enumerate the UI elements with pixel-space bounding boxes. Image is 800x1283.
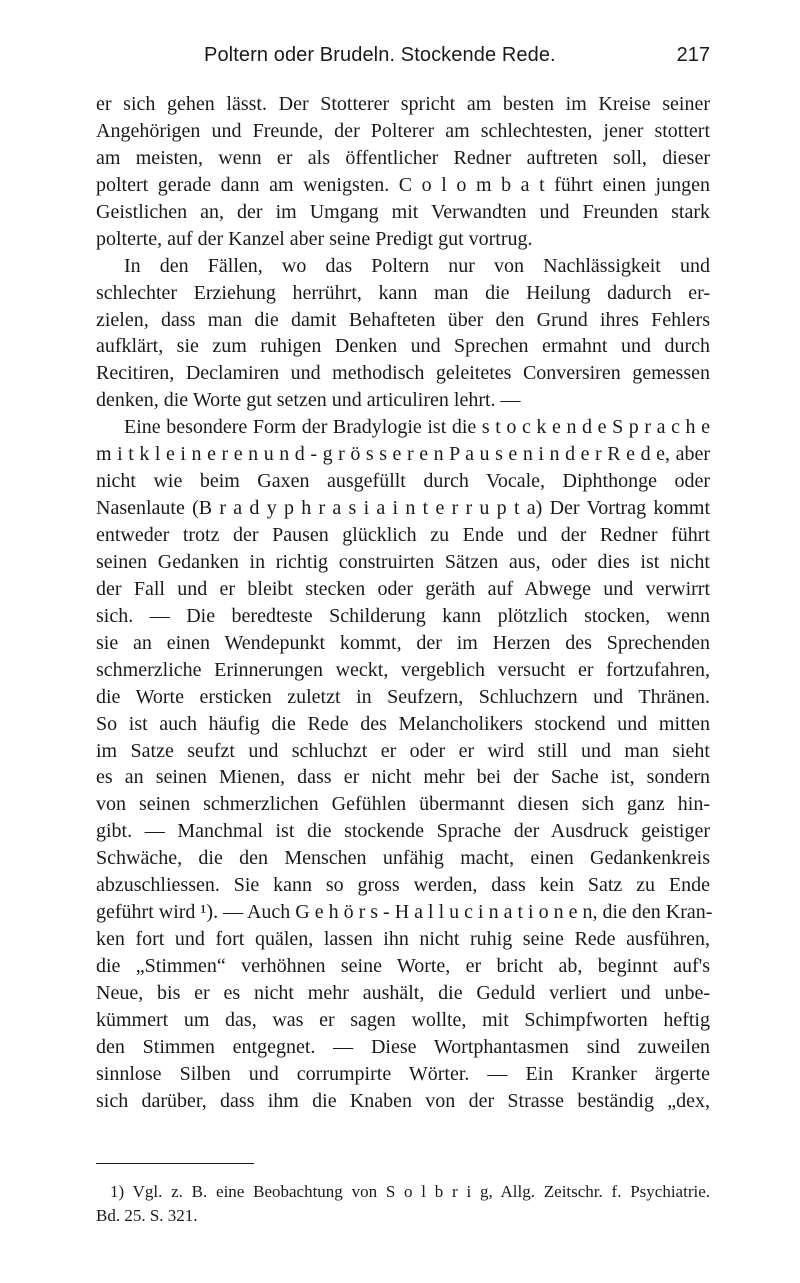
text-line: den Stimmen entgegnet. — Diese Wortphantasmen sind zuweilen (96, 1035, 710, 1058)
text-line: von seinen schmerzlichen Gefühlen übermannt diesen sich ganz hin- (96, 793, 710, 816)
text-line: Neue, bis er es nicht mehr aushält, die Geduld verliert und unbe- (96, 981, 710, 1004)
text-line: m i t k l e i n e r e n u n d - g r ö s s e r e n P a u s e n i n d e r R e d e, aber (96, 443, 710, 466)
text-line: es an seinen Mienen, dass er nicht mehr bei der Sache ist, sondern (96, 766, 710, 789)
text-line: Geistlichen an, der im Umgang mit Verwandten und Freunden stark (96, 200, 710, 223)
text-line: im Satze seufzt und schluchzt er oder er wird still und man sieht (96, 739, 710, 762)
text-line: Recitiren, Declamiren und methodisch geleitetes Conversiren gemessen (96, 362, 710, 385)
text-line: In den Fällen, wo das Poltern nur von Nachlässigkeit und (124, 254, 710, 277)
text-line: Eine besondere Form der Bradylogie ist die s t o c k e n d e S p r a c h e (124, 416, 710, 439)
text-line: der Fall und er bleibt stecken oder geräth auf Abwege und verwirrt (96, 577, 710, 600)
text-line: geführt wird ¹). — Auch G e h ö r s - H a l l u c i n a t i o n e n, die den Kran- (96, 901, 713, 924)
text-line: sich darüber, dass ihm die Knaben von der Strasse beständig „dex, (96, 1089, 710, 1112)
text-line: abzuschliessen. Sie kann so gross werden, dass kein Satz zu Ende (96, 874, 710, 897)
footnote-line: Bd. 25. S. 321. (96, 1206, 198, 1225)
text-line: schmerzliche Erinnerungen weckt, vergeblich versucht er fortzufahren, (96, 658, 710, 681)
text-line: sie an einen Wendepunkt kommt, der im Herzen des Sprechenden (96, 631, 710, 654)
text-line: So ist auch häufig die Rede des Melancholikers stockend und mitten (96, 712, 710, 735)
footnote-line: 1) Vgl. z. B. eine Beobachtung von S o l b r i g, Allg. Zeitschr. f. Psychiatrie. (110, 1182, 710, 1201)
text-line: er sich gehen lässt. Der Stotterer spricht am besten im Kreise seiner (96, 93, 710, 115)
text-line: polterte, auf der Kanzel aber seine Predigt gut vortrug. (96, 227, 533, 250)
text-line: ken fort und fort quälen, lassen ihn nicht ruhig seine Rede ausführen, (96, 928, 710, 951)
text-line: denken, die Worte gut setzen und articuliren lehrt. — (96, 389, 521, 412)
text-line: zielen, dass man die damit Behafteten über den Grund ihres Fehlers (96, 308, 710, 331)
body-text (96, 91, 713, 1115)
text-line: kümmert um das, was er sagen wollte, mit Schimpfworten heftig (96, 1008, 710, 1031)
text-line: seinen Gedanken in richtig construirten Sätzen aus, oder dies ist nicht (96, 550, 710, 573)
text-line: nicht wie beim Gaxen ausgefüllt durch Vocale, Diphthonge oder (96, 470, 710, 493)
text-line: Angehörigen und Freunde, der Polterer am schlechtesten, jener stottert (96, 119, 710, 142)
text-line: sich. — Die beredteste Schilderung kann plötzlich stocken, wenn (96, 604, 710, 627)
text-line: poltert gerade dann am wenigsten. C o l o m b a t führt einen jungen (96, 173, 710, 196)
text-line: am meisten, wenn er als öffentlicher Redner auftreten soll, dieser (96, 146, 710, 169)
text-line: schlechter Erziehung herrührt, kann man die Heilung dadurch er- (96, 281, 710, 304)
text-line: sinnlose Silben und corrumpirte Wörter. — Ein Kranker ärgerte (96, 1062, 710, 1085)
footnotes (96, 1180, 710, 1228)
text-line: Schwäche, die den Menschen unfähig macht, einen Gedankenkreis (96, 847, 710, 870)
text-line: aufklärt, sie zum ruhigen Denken und Sprechen ermahnt und durch (96, 335, 710, 358)
text-line: entweder trotz der Pausen glücklich zu Ende und der Redner führt (96, 524, 710, 546)
page-number: 217 (676, 44, 710, 66)
text-line: die Worte ersticken zuletzt in Seufzern, Schluchzern und Thränen. (96, 685, 710, 708)
running-title: Poltern oder Brudeln. Stockende Rede. (204, 44, 556, 66)
text-line: gibt. — Manchmal ist die stockende Sprache der Ausdruck geistiger (96, 820, 710, 843)
text-line: die „Stimmen“ verhöhnen seine Worte, er bricht ab, beginnt auf's (96, 955, 710, 977)
text-line: Nasenlaute (B r a d y p h r a s i a i n t e r r u p t a) Der Vortrag kommt (96, 497, 710, 520)
footnote-rule (96, 1163, 254, 1164)
page-header (96, 44, 710, 74)
